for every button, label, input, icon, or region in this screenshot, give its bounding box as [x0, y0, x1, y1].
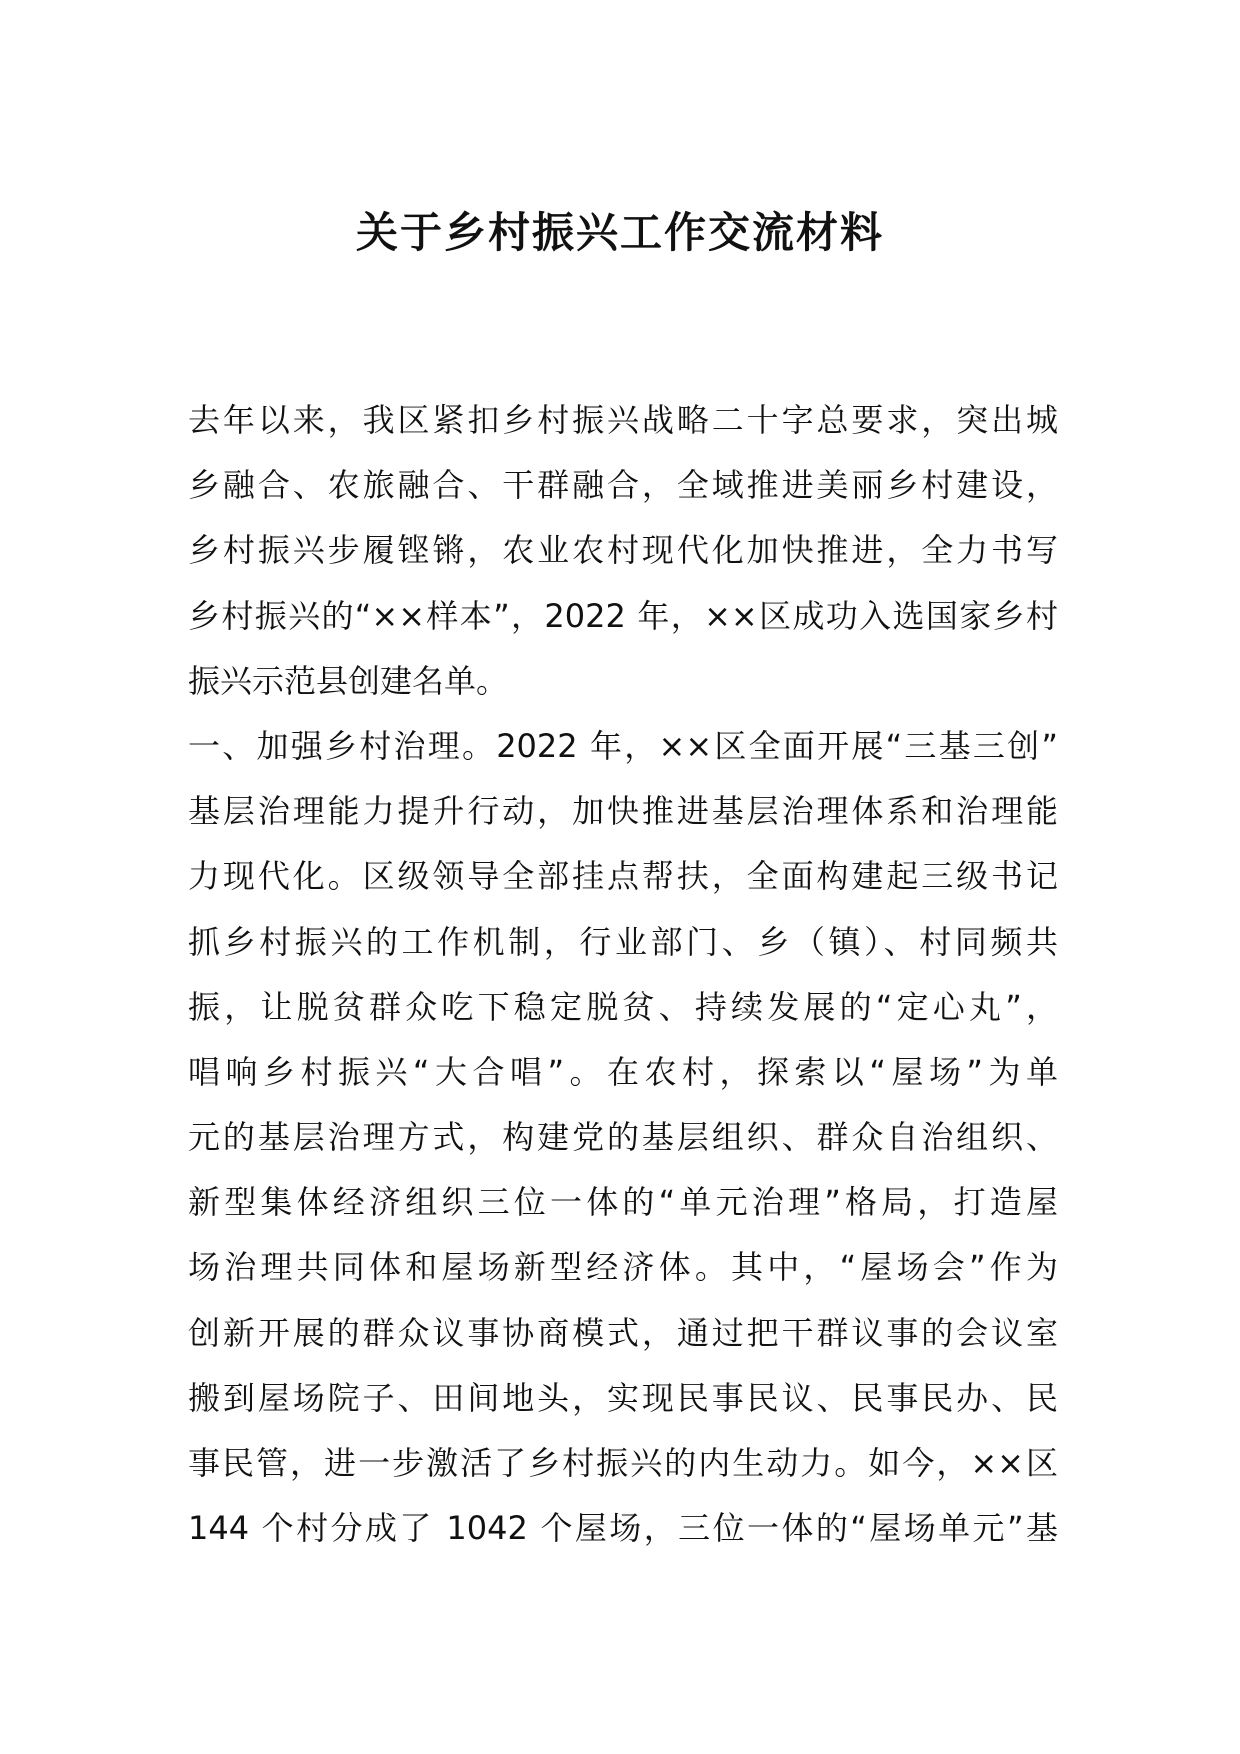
text-line: 场治理共同体和屋场新型经济体。其中，“屋场会”作为 [188, 1248, 1058, 1287]
text-line: 抓乡村振兴的工作机制，行业部门、乡（镇）、村同频共 [188, 922, 1058, 961]
text-line: 搬到屋场院子、田间地头，实现民事民议、民事民办、民 [188, 1378, 1058, 1417]
text-line: 乡村振兴的“××样本”，2022 年，××区成功入选国家乡村 [188, 596, 1058, 635]
text-line: 创新开展的群众议事协商模式，通过把干群议事的会议室 [188, 1313, 1058, 1352]
text-line: 144 个村分成了 1042 个屋场，三位一体的“屋场单元”基 [188, 1509, 1058, 1548]
text-line: 力现代化。区级领导全部挂点帮扶，全面构建起三级书记 [188, 857, 1058, 896]
text-line: 振，让脱贫群众吃下稳定脱贫、持续发展的“定心丸”， [188, 987, 1058, 1026]
text-line: 乡融合、农旅融合、干群融合，全域推进美丽乡村建设， [188, 466, 1058, 505]
text-line: 去年以来，我区紧扣乡村振兴战略二十字总要求，突出城 [188, 401, 1058, 439]
text-line: 事民管，进一步激活了乡村振兴的内生动力。如今，××区 [188, 1444, 1058, 1482]
paragraph-intro [188, 388, 1058, 714]
text-line: 元的基层治理方式，构建党的基层组织、群众自治组织、 [188, 1118, 1058, 1157]
text-line: 新型集体经济组织三位一体的“单元治理”格局，打造屋 [188, 1183, 1058, 1222]
text-line: 基层治理能力提升行动，加快推进基层治理体系和治理能 [188, 792, 1058, 831]
document-body [188, 388, 1058, 1561]
text-line: 唱响乡村振兴“大合唱”。在农村，探索以“屋场”为单 [188, 1052, 1058, 1091]
document-title: 关于乡村振兴工作交流材料 [355, 208, 884, 257]
text-line: 一、加强乡村治理。2022 年，××区全面开展“三基三创” [188, 726, 1058, 765]
paragraph-governance [188, 714, 1058, 1561]
text-line: 乡村振兴步履铿锵，农业农村现代化加快推进，全力书写 [188, 531, 1058, 570]
text-line: 振兴示范县创建名单。 [188, 661, 509, 700]
